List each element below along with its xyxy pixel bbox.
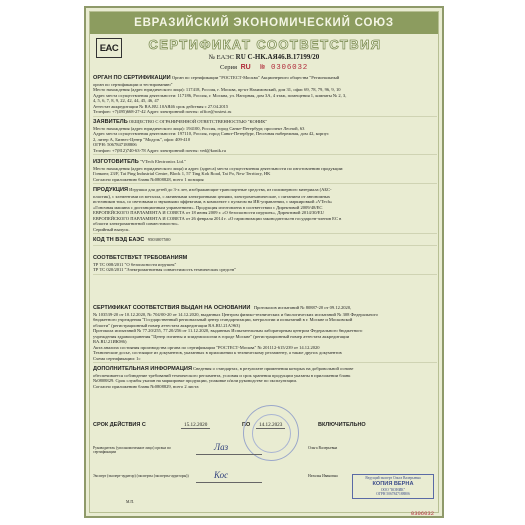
applicant-line: Адрес места осуществления деятельности: 197110, Россия, город Санкт-Петербург, Песочная набережная, дом 42, корпус	[93, 131, 329, 137]
product-line: Игрушки для детей до 3-х лет, изображающие транспортные средства, из полимерного материала (АБС-	[129, 187, 332, 192]
product-section	[93, 187, 437, 236]
validity-to-date: 14.12.2023	[256, 422, 285, 429]
validity-from-label: СРОК ДЕЙСТВИЯ С	[93, 422, 146, 428]
certificate-frame	[84, 6, 444, 518]
series-label: Серия	[219, 64, 237, 71]
product-line: пластик), с элементами из металла, с активными электронными цепями, электромеханические, с питанием от автономных	[93, 193, 331, 199]
manufacturer-line: Место нахождения (адрес юридического лица) и адрес (адреса) места осуществления деятельности по изготовлению продукции:	[93, 165, 344, 171]
expert-signature-line	[196, 482, 262, 483]
blank-number: 0306032	[410, 510, 434, 517]
cert-body-line: орган по сертификации и тестированию"	[93, 81, 173, 87]
manufacturer-line: Согласно приложению бланк №0808828, всего 1 позиция	[93, 176, 204, 182]
applicant-line: 2, литер А, Бизнес-Центр "Модуль", офис 409-410	[93, 136, 191, 142]
certificate-number-value: RU C-HK.АЯ46.В.17199/20	[235, 53, 320, 61]
additional-section	[93, 366, 437, 389]
issued-basis-line: Технические досье, состоящие из документов, указанных в приложении к техническому регламенту, а также других документов	[93, 350, 342, 356]
issued-basis-line: Акта анализа состояния производства органа по сертификации "РОСТЕСТ-Москва" № 201112-615/239 от 14.12.2020	[93, 344, 320, 350]
certificate-title: СЕРТИФИКАТ СООТВЕТСТВИЯ	[148, 37, 382, 52]
product-line: области электромагнитной совместимости».	[93, 221, 179, 227]
manufacturer-section	[93, 159, 437, 186]
issued-basis-line: Схема сертификации: 1с	[93, 355, 141, 361]
issued-basis-line: бюджетного учреждения "Государственный региональный центр стандартизации, метрологии и испытаний в г. Москве и Московской	[93, 317, 353, 323]
union-banner: ЕВРАЗИЙСКИЙ ЭКОНОМИЧЕСКИЙ СОЮЗ	[90, 12, 438, 34]
expert-signatory-name: Наталья Ивановна	[308, 474, 338, 478]
applicant-section	[93, 119, 437, 157]
tnved-value: 9503007500	[147, 237, 171, 242]
additional-line: Согласно приложению бланк №0808829, всего 2 листа	[93, 383, 199, 389]
tnved-section	[93, 237, 437, 248]
manufacturer-heading: ИЗГОТОВИТЕЛЬ	[93, 159, 139, 165]
manufacturer-line: "VTech Electronics Ltd."	[139, 159, 186, 164]
head-signatory-name: Ольга Валерьевна	[308, 446, 338, 450]
requirements-heading: СООТВЕТСТВУЕТ ТРЕБОВАНИЯМ	[93, 255, 188, 261]
issued-basis-line: Протоколов испытаний № 80887-20 от 09.12.2020,	[253, 305, 352, 310]
copy-stamp-title: КОПИЯ ВЕРНА	[372, 480, 414, 487]
product-line: ЕВРОПЕЙСКОГО ПАРЛАМЕНТА И СОВЕТА от 18 июня 2009 г. «О безопасности игрушек», Директивой 2014/30/ЕU	[93, 210, 324, 216]
certificate-number-prefix: № ЕАЭС	[208, 54, 235, 61]
requirements-line: ТР ТС 020/2011 "Электромагнитная совместимость технических средств"	[93, 267, 236, 273]
issued-basis-heading: СЕРТИФИКАТ СООТВЕТСТВИЯ ВЫДАН НА ОСНОВАНИИ	[93, 305, 251, 311]
eac-mark-icon: EAC	[96, 38, 122, 58]
manufacturer-line: Гонконг, 23/F, Tai Ping Industrial Centre, Block 1, 57 Ting Kok Road, Tai Po, New Territory, HK	[93, 171, 271, 177]
tnved-heading: КОД ТН ВЭД ЕАЭС	[93, 237, 145, 243]
head-signature: Лаз	[214, 442, 229, 452]
additional-line: Сведения о стандартах, в результате применения которых на добровольной основе	[193, 366, 354, 371]
additional-line: №0808829. Срок службы указан на маркировке продукции, упаковке и/или руководстве по эксплуатации.	[93, 378, 298, 384]
product-heading: ПРОДУКЦИЯ	[93, 187, 129, 193]
product-line: «Гоночная машина с дистанционным управлением». Продукция изготовлена в соответствии с Директивой 2009/48/ЕС	[93, 204, 323, 210]
requirements-line: ТР ТС 008/2011 "О безопасности игрушек"	[93, 261, 177, 267]
cert-body-line: Орган по сертификации "РОСТЕСТ-Москва" Акционерного общества "Региональный	[171, 75, 340, 80]
cert-body-line: Аттестат аккредитации № RA.RU.10АЯ46 срок действия с 27.04.2015	[93, 103, 229, 109]
head-signature-line	[196, 454, 262, 455]
requirements-section	[93, 249, 437, 277]
cert-body-line: Место нахождения (адрес юридического лица): 117418, Россия, г. Москва, пр-кт Нахимовский, дом 31, офис 69, 78, 79, 96, 9, 10	[93, 87, 341, 93]
validity-inclusive: ВКЛЮЧИТЕЛЬНО	[318, 422, 366, 428]
series-code: RU	[240, 64, 251, 71]
head-signature-label: Руководитель (уполномоченное лицо) органа по сертификации	[93, 446, 171, 455]
issued-basis-line: области" (регистрационный номер аттестата аккредитации RA.RU.21АЭ63)	[93, 322, 240, 328]
expert-signature: Кос	[214, 470, 229, 480]
additional-line: обеспечивается соблюдение требований технического регламента, условия и срок хранения продукции указаны в приложении бланк	[93, 372, 351, 378]
cert-body-section	[93, 75, 437, 119]
applicant-line: Телефон: +7(812)740-63-78 Адрес электронной почты: ved@konik.ru	[93, 147, 226, 153]
copy-stamp-line: ОГРН 5067847188806	[376, 492, 410, 497]
cert-body-line: 4, 5, 6, 7, 8, 9, 22, 42, 44, 45, 46, 47	[93, 98, 159, 104]
seal-stamp-icon	[243, 405, 299, 461]
certificate-number	[86, 53, 442, 61]
applicant-line: Место нахождения (адрес юридического лица): 194100, Россия, город Санкт-Петербург, проспект Лесной, 63	[93, 125, 305, 131]
validity-from-date: 15.12.2020	[181, 422, 210, 429]
applicant-line: ОБЩЕСТВО С ОГРАНИЧЕННОЙ ОТВЕТСТВЕННОСТЬЮ "КОНИК"	[128, 119, 268, 124]
product-line: Серийный выпуск.	[93, 226, 130, 232]
stamp-place-label: М.П.	[126, 500, 135, 504]
validity-to-label: ПО	[242, 422, 251, 428]
cert-body-line: Телефон: +7(495)668-27-42 Адрес электронной почты: office@rostest.ru	[93, 109, 232, 115]
issued-basis-line: учреждения здравоохранения "Центр гигиены и эпидемиологии в городе Москве" (регистрационный номер аттестата аккредитации	[93, 333, 350, 339]
series-row	[86, 64, 442, 72]
applicant-heading: ЗАЯВИТЕЛЬ	[93, 119, 128, 125]
copy-stamp-header: Ведущий эксперт Ольга Валерьевна	[365, 476, 421, 480]
copy-stamp	[352, 474, 434, 499]
expert-signature-label: Эксперт (эксперт-аудитор) (эксперты (эксперты-аудиторы))	[93, 474, 189, 478]
series-number: № 0306032	[260, 64, 309, 72]
issued-basis-line: Протокола испытаний № 77.20/255, 77.20/256 от 11.12.2020, выданных Испытательным лабораторным центром Федерального бюджетного	[93, 328, 363, 334]
cert-body-heading: ОРГАН ПО СЕРТИФИКАЦИИ	[93, 75, 171, 81]
applicant-line: ОГРН: 5067847188806	[93, 142, 137, 148]
additional-heading: ДОПОЛНИТЕЛЬНАЯ ИНФОРМАЦИЯ	[93, 366, 192, 372]
cert-body-line: Адрес места осуществления деятельности: 117186, Россия, г. Москва, ул. Нагорная, дом 3А, 4 этаж, помещения 1, комнаты № 2, 3,	[93, 92, 347, 98]
product-line: источников тока, со световыми и звуковыми эффектами, в комплекте с пультом на ИК-управлении, с маркировкой «VTech»	[93, 199, 333, 205]
issued-basis-line: RA.RU.21ИЮ86)	[93, 339, 127, 345]
product-line: ЕВРОПЕЙСКОГО ПАРЛАМЕНТА И СОВЕТА от 26 февраля 2014 г. «О гармонизации законодательств государств-членов ЕС в	[93, 215, 342, 221]
issued-basis-line: № 103539-20 от 10.12.2020, № 704/00-20 от 14.12.2020, выданных Центром физико-технических и биологических испытаний № 308 Федерального	[93, 311, 378, 317]
copy-stamp-line: ООО "КОНИК"	[380, 487, 406, 492]
issued-basis-section	[93, 305, 437, 365]
